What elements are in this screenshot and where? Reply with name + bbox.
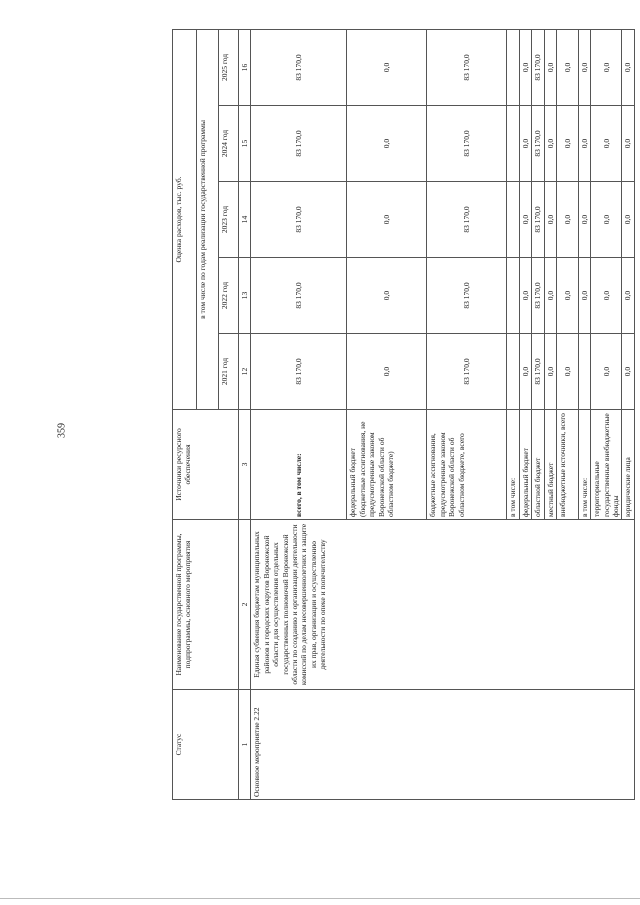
value-cell: 83 170,0 xyxy=(427,182,507,258)
value-cell: 0,0 xyxy=(578,182,590,258)
source-label: областной бюджет xyxy=(532,410,544,520)
value-cell xyxy=(578,334,590,410)
value-cell: 0,0 xyxy=(622,334,634,410)
value-cell: 83 170,0 xyxy=(427,29,507,105)
value-cell: 0,0 xyxy=(519,29,531,105)
header-year: 2023 год xyxy=(219,182,239,258)
source-label: местный бюджет xyxy=(544,410,556,520)
source-label: в том числе: xyxy=(578,410,590,520)
value-cell: 0,0 xyxy=(544,334,556,410)
value-cell: 0,0 xyxy=(591,334,622,410)
source-label: федеральный бюджет (бюджетные ассигнования, не предусмотренные законом Воронежской области об областном бюджете) xyxy=(347,410,427,520)
source-label: всего, в том числе: xyxy=(251,410,347,520)
header-by-years: в том числе по годам реализации государственной программы xyxy=(197,29,219,409)
value-cell: 0,0 xyxy=(347,334,427,410)
value-cell: 0,0 xyxy=(347,29,427,105)
value-cell: 0,0 xyxy=(591,182,622,258)
resource-table xyxy=(172,29,635,800)
value-cell xyxy=(507,258,519,334)
value-cell: 0,0 xyxy=(544,258,556,334)
value-cell: 0,0 xyxy=(591,258,622,334)
value-cell: 0,0 xyxy=(556,334,578,410)
header-year: 2025 год xyxy=(219,29,239,105)
value-cell xyxy=(507,106,519,182)
col-number: 3 xyxy=(239,410,251,520)
header-year: 2024 год xyxy=(219,106,239,182)
value-cell: 83 170,0 xyxy=(532,29,544,105)
value-cell: 83 170,0 xyxy=(427,258,507,334)
header-year: 2022 год xyxy=(219,258,239,334)
header-estimate: Оценка расходов, тыс. руб. xyxy=(173,29,197,409)
value-cell: 0,0 xyxy=(519,106,531,182)
page-bottom-edge xyxy=(0,898,640,899)
value-cell: 83 170,0 xyxy=(251,182,347,258)
col-number: 13 xyxy=(239,258,251,334)
col-number: 12 xyxy=(239,334,251,410)
value-cell: 0,0 xyxy=(519,334,531,410)
value-cell: 83 170,0 xyxy=(532,182,544,258)
value-cell: 0,0 xyxy=(544,182,556,258)
row-name: Единая субвенция бюджетам муниципальных районов и городских округов Воронежской области для осуществления отдельных государственных полномочий Воронежской области по созданию и организации деятельности комиссий по делам несовершеннолетних и защите их прав, организации и осуществлению деятельности по опеке и попечительству xyxy=(251,520,634,690)
value-cell: 83 170,0 xyxy=(532,334,544,410)
value-cell: 0,0 xyxy=(578,258,590,334)
value-cell: 83 170,0 xyxy=(427,106,507,182)
source-label: территориальные государственные внебюджетные фонды xyxy=(591,410,622,520)
value-cell: 0,0 xyxy=(347,106,427,182)
value-cell: 0,0 xyxy=(544,29,556,105)
rotated-page xyxy=(172,30,633,800)
value-cell: 0,0 xyxy=(556,29,578,105)
value-cell: 0,0 xyxy=(622,258,634,334)
header-status: Статус xyxy=(173,690,239,800)
value-cell: 83 170,0 xyxy=(251,334,347,410)
value-cell: 0,0 xyxy=(556,258,578,334)
value-cell: 83 170,0 xyxy=(532,258,544,334)
value-cell: 0,0 xyxy=(622,29,634,105)
value-cell xyxy=(507,334,519,410)
source-label: внебюджетные источники, всего xyxy=(556,410,578,520)
col-number: 16 xyxy=(239,29,251,105)
col-number: 2 xyxy=(239,520,251,690)
value-cell: 0,0 xyxy=(519,182,531,258)
value-cell: 0,0 xyxy=(622,182,634,258)
source-label: юридические лица xyxy=(622,410,634,520)
value-cell: 0,0 xyxy=(519,258,531,334)
value-cell: 83 170,0 xyxy=(427,334,507,410)
value-cell: 83 170,0 xyxy=(532,106,544,182)
value-cell: 0,0 xyxy=(578,29,590,105)
row-status: Основное мероприятие 2.22 xyxy=(251,690,634,800)
col-number: 1 xyxy=(239,690,251,800)
source-label: в том числе: xyxy=(507,410,519,520)
value-cell: 0,0 xyxy=(347,182,427,258)
value-cell: 0,0 xyxy=(622,106,634,182)
value-cell: 0,0 xyxy=(591,106,622,182)
value-cell: 0,0 xyxy=(556,182,578,258)
page-number: 359 xyxy=(56,423,68,438)
header-name: Наименование государственной программы, подпрограммы, основного мероприятия xyxy=(173,520,239,690)
value-cell: 0,0 xyxy=(556,106,578,182)
value-cell xyxy=(507,29,519,105)
header-year: 2021 год xyxy=(219,334,239,410)
header-source: Источники ресурсного обеспечения xyxy=(173,410,239,520)
value-cell: 83 170,0 xyxy=(251,29,347,105)
col-number: 14 xyxy=(239,182,251,258)
value-cell: 0,0 xyxy=(544,106,556,182)
value-cell: 83 170,0 xyxy=(251,106,347,182)
source-label: федеральный бюджет xyxy=(519,410,531,520)
source-label: бюджетные ассигнования, предусмотренные законом Воронежской области об областном бюджете, всего xyxy=(427,410,507,520)
value-cell: 83 170,0 xyxy=(251,258,347,334)
value-cell xyxy=(507,182,519,258)
col-number: 15 xyxy=(239,106,251,182)
value-cell: 0,0 xyxy=(347,258,427,334)
value-cell: 0,0 xyxy=(578,106,590,182)
value-cell: 0,0 xyxy=(591,29,622,105)
